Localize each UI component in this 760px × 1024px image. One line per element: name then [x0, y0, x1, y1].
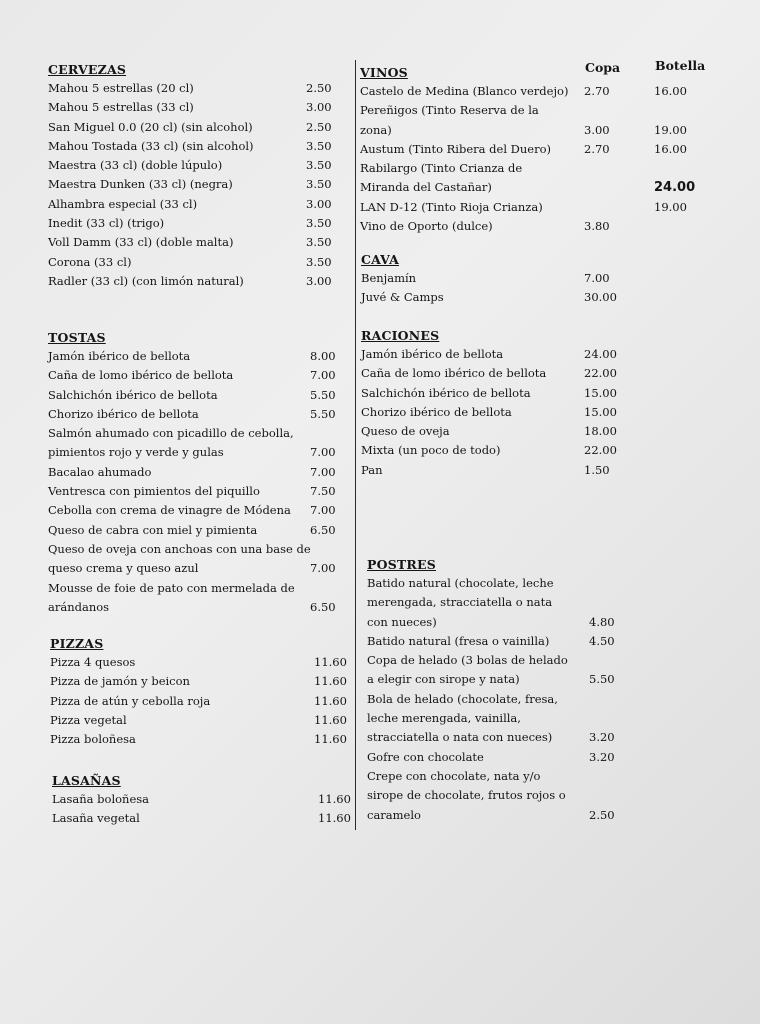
- item-name: Jamón ibérico de bellota: [48, 349, 191, 363]
- menu-item-row: [360, 121, 740, 140]
- menu-item-row: [367, 748, 747, 767]
- item-price: 3.50: [306, 254, 332, 269]
- menu-item-row: [361, 384, 741, 403]
- item-name: Mahou 5 estrellas (33 cl): [48, 100, 194, 115]
- item-name: Lasaña vegetal: [52, 811, 140, 826]
- menu-item-row: [50, 730, 350, 749]
- section-title: PIZZAS: [50, 636, 104, 651]
- item-name: Batido natural (fresa o vainilla): [367, 633, 550, 648]
- item-price: 3.50: [306, 216, 332, 231]
- item-name: Chorizo ibérico de bellota: [48, 406, 199, 421]
- item-price: 3.50: [306, 158, 332, 173]
- item-name: Batido natural (chocolate, leche: [367, 576, 554, 590]
- item-price: 3.50: [306, 235, 332, 250]
- item-name: Salmón ahumado con picadillo de cebolla,: [48, 426, 294, 441]
- menu-item-row: [361, 345, 741, 364]
- section-title: TOSTAS: [48, 330, 106, 345]
- section-title: RACIONES: [361, 328, 440, 343]
- item-name: caramelo: [367, 807, 421, 822]
- menu-item-row: [48, 272, 348, 291]
- item-name: Voll Damm (33 cl) (doble malta): [48, 235, 234, 250]
- menu-item-row: [361, 461, 741, 480]
- menu-item-row: [48, 579, 348, 598]
- item-name: stracciatella o nata con nueces): [367, 730, 553, 745]
- item-name: Rabilargo (Tinto Crianza de: [360, 161, 523, 176]
- item-name: merengada, stracciatella o nata: [367, 595, 553, 610]
- menu-item-row: [360, 178, 740, 197]
- item-name: Alhambra especial (33 cl): [48, 196, 198, 211]
- item-name: Cebolla con crema de vinagre de Módena: [48, 503, 291, 518]
- menu-item-row: [48, 540, 348, 559]
- menu-item-row: [48, 195, 348, 214]
- item-price-botella: 16.00: [654, 84, 687, 98]
- menu-item-row: [360, 82, 740, 101]
- item-price: 4.50: [589, 633, 615, 648]
- menu-item-row: [50, 653, 350, 672]
- item-price-botella: 16.00: [654, 141, 687, 156]
- item-price: 8.00: [310, 349, 336, 363]
- item-name: Queso de cabra con miel y pimienta: [48, 522, 258, 537]
- item-price-botella: 19.00: [654, 122, 687, 137]
- item-price: 7.00: [310, 503, 336, 518]
- item-name: Mahou Tostada (33 cl) (sin alcohol): [48, 138, 254, 153]
- item-price-copa: 2.70: [584, 84, 610, 98]
- item-name: Jamón ibérico de bellota: [361, 347, 504, 361]
- section-raciones: [361, 326, 741, 480]
- menu-item-row: [367, 786, 747, 805]
- item-price: 3.00: [306, 273, 332, 288]
- item-name: Pizza de jamón y beicon: [50, 674, 190, 689]
- item-name: Inedit (33 cl) (trigo): [48, 216, 165, 231]
- menu-item-row: [48, 366, 348, 385]
- item-price: 4.80: [589, 614, 615, 629]
- item-name: Pan: [361, 462, 383, 477]
- item-name: Mousse de foie de pato con mermelada de: [48, 580, 295, 595]
- menu-item-row: [48, 463, 348, 482]
- item-price: 30.00: [584, 290, 617, 305]
- item-price: 11.60: [318, 792, 351, 806]
- menu-item-row: [367, 690, 747, 709]
- item-price: 7.00: [584, 271, 610, 285]
- item-name: a elegir con sirope y nata): [367, 672, 520, 687]
- menu-item-row: [361, 288, 741, 307]
- menu-item-row: [50, 692, 350, 711]
- item-price-copa: 2.70: [584, 141, 610, 156]
- section-cervezas: [48, 60, 348, 291]
- item-price: 11.60: [314, 732, 347, 747]
- menu-item-row: [48, 98, 348, 117]
- menu-item-row: [361, 269, 741, 288]
- item-price: 3.50: [306, 138, 332, 153]
- item-name: Juvé & Camps: [361, 290, 444, 305]
- item-name: con nueces): [367, 614, 437, 629]
- item-name: Lasaña boloñesa: [52, 792, 150, 806]
- menu-item-row: [361, 422, 741, 441]
- menu-item-row: [48, 347, 348, 366]
- menu-item-row: [367, 613, 747, 632]
- menu-item-row: [367, 574, 747, 593]
- item-name: leche merengada, vainilla,: [367, 711, 521, 726]
- menu-item-row: [48, 118, 348, 137]
- menu-item-row: [367, 632, 747, 651]
- item-name: Pereñigos (Tinto Reserva de la: [360, 103, 539, 118]
- menu-item-row: [360, 101, 740, 120]
- item-name: Castelo de Medina (Blanco verdejo): [360, 84, 569, 98]
- item-name: Benjamín: [361, 271, 417, 285]
- menu-item-row: [48, 559, 348, 578]
- menu-item-row: [50, 711, 350, 730]
- item-price: 7.00: [310, 464, 336, 479]
- menu-item-row: [48, 214, 348, 233]
- menu-item-row: [52, 790, 352, 809]
- column-divider: [355, 60, 356, 830]
- menu-item-row: [48, 156, 348, 175]
- section-vinos: [360, 63, 740, 236]
- item-price: 7.50: [310, 484, 336, 499]
- item-name: Radler (33 cl) (con limón natural): [48, 273, 244, 288]
- item-price-botella: 19.00: [654, 199, 687, 214]
- section-pizzas: [50, 634, 350, 749]
- menu-item-row: [361, 364, 741, 383]
- section-lasanas: [52, 771, 352, 829]
- item-name: sirope de chocolate, frutos rojos o: [367, 788, 566, 803]
- item-price-copa: 3.80: [584, 219, 610, 234]
- menu-item-row: [360, 140, 740, 159]
- section-title: CAVA: [361, 252, 399, 267]
- section-tostas: [48, 328, 348, 617]
- menu-item-row: [52, 809, 352, 828]
- item-price: 3.00: [306, 100, 332, 115]
- section-cava: [361, 250, 741, 308]
- menu-item-row: [48, 598, 348, 617]
- item-name: Pizza de atún y cebolla roja: [50, 693, 211, 708]
- item-name: San Miguel 0.0 (20 cl) (sin alcohol): [48, 119, 253, 134]
- menu-item-row: [48, 137, 348, 156]
- menu-item-row: [360, 159, 740, 178]
- item-name: Caña de lomo ibérico de bellota: [48, 368, 234, 383]
- item-price: 6.50: [310, 599, 336, 614]
- section-title: VINOS: [360, 65, 408, 80]
- item-name: Salchichón ibérico de bellota: [361, 385, 531, 400]
- item-price: 3.00: [306, 196, 332, 211]
- item-name: LAN D-12 (Tinto Rioja Crianza): [360, 199, 543, 214]
- item-name: Pizza vegetal: [50, 712, 127, 727]
- item-price: 6.50: [310, 522, 336, 537]
- menu-item-row: [48, 79, 348, 98]
- item-name: pimientos rojo y verde y gulas: [48, 445, 224, 460]
- menu-item-row: [50, 672, 350, 691]
- menu-item-row: [48, 386, 348, 405]
- item-price: 7.00: [310, 445, 336, 460]
- item-price: 2.50: [589, 807, 615, 822]
- menu-item-row: [48, 443, 348, 462]
- item-price: 11.60: [314, 693, 347, 708]
- menu-item-row: [48, 253, 348, 272]
- menu-item-row: [361, 441, 741, 460]
- item-name: Mixta (un poco de todo): [361, 443, 501, 458]
- item-price: 7.00: [310, 561, 336, 576]
- section-title: CERVEZAS: [48, 62, 127, 77]
- menu-item-row: [367, 593, 747, 612]
- item-price: 15.00: [584, 385, 617, 400]
- item-name: zona): [360, 122, 392, 137]
- menu-item-row: [48, 233, 348, 252]
- menu-item-row: [367, 709, 747, 728]
- item-name: Caña de lomo ibérico de bellota: [361, 366, 547, 381]
- item-name: Crepe con chocolate, nata y/o: [367, 768, 541, 783]
- item-price: 3.50: [306, 177, 332, 192]
- item-price: 11.60: [314, 712, 347, 727]
- item-name: Gofre con chocolate: [367, 749, 484, 764]
- item-name: Corona (33 cl): [48, 254, 132, 269]
- item-name: Maestra (33 cl) (doble lúpulo): [48, 158, 223, 173]
- item-price-botella: 24.00: [654, 180, 696, 196]
- menu-item-row: [48, 405, 348, 424]
- item-price: 11.60: [314, 655, 347, 669]
- item-name: Copa de helado (3 bolas de helado: [367, 653, 568, 668]
- item-price: 1.50: [584, 462, 610, 477]
- menu-item-row: [360, 217, 740, 236]
- item-name: Miranda del Castañar): [360, 180, 492, 195]
- item-name: Ventresca con pimientos del piquillo: [48, 484, 260, 499]
- item-name: arándanos: [48, 599, 110, 614]
- item-price: 22.00: [584, 366, 617, 381]
- item-price: 18.00: [584, 424, 617, 439]
- menu-item-row: [367, 651, 747, 670]
- item-name: Maestra Dunken (33 cl) (negra): [48, 177, 233, 192]
- menu-item-row: [48, 424, 348, 443]
- item-price-copa: 3.00: [584, 122, 610, 137]
- menu-item-row: [367, 767, 747, 786]
- item-name: queso crema y queso azul: [48, 561, 199, 576]
- menu-item-row: [367, 728, 747, 747]
- item-name: Queso de oveja con anchoas con una base de: [48, 541, 311, 556]
- section-title: POSTRES: [367, 557, 436, 572]
- section-postres: [367, 555, 747, 825]
- item-name: Queso de oveja: [361, 424, 450, 439]
- col-header-botella: Botella: [655, 58, 706, 73]
- item-price: 3.20: [589, 730, 615, 745]
- menu-item-row: [48, 521, 348, 540]
- item-price: 2.50: [306, 81, 332, 95]
- menu-item-row: [48, 501, 348, 520]
- item-price: 5.50: [310, 406, 336, 421]
- item-price: 2.50: [306, 119, 332, 134]
- item-price: 7.00: [310, 368, 336, 383]
- menu-item-row: [360, 198, 740, 217]
- item-name: Chorizo ibérico de bellota: [361, 404, 512, 419]
- section-title: LASAÑAS: [52, 773, 121, 788]
- item-name: Mahou 5 estrellas (20 cl): [48, 81, 194, 95]
- item-price: 5.50: [310, 387, 336, 402]
- menu-item-row: [361, 403, 741, 422]
- item-price: 22.00: [584, 443, 617, 458]
- menu-item-row: [48, 482, 348, 501]
- item-name: Pizza 4 quesos: [50, 655, 136, 669]
- menu-item-row: [48, 175, 348, 194]
- item-price: 3.20: [589, 749, 615, 764]
- item-price: 5.50: [589, 672, 615, 687]
- menu-item-row: [367, 806, 747, 825]
- item-name: Salchichón ibérico de bellota: [48, 387, 218, 402]
- item-name: Austum (Tinto Ribera del Duero): [360, 141, 551, 156]
- item-name: Pizza boloñesa: [50, 732, 136, 747]
- item-price: 11.60: [314, 674, 347, 689]
- item-price: 11.60: [318, 811, 351, 826]
- item-price: 24.00: [584, 347, 617, 361]
- item-name: Vino de Oporto (dulce): [360, 219, 493, 234]
- item-name: Bola de helado (chocolate, fresa,: [367, 691, 558, 706]
- item-name: Bacalao ahumado: [48, 464, 152, 479]
- col-header-copa: Copa: [585, 60, 621, 75]
- menu-item-row: [367, 670, 747, 689]
- item-price: 15.00: [584, 404, 617, 419]
